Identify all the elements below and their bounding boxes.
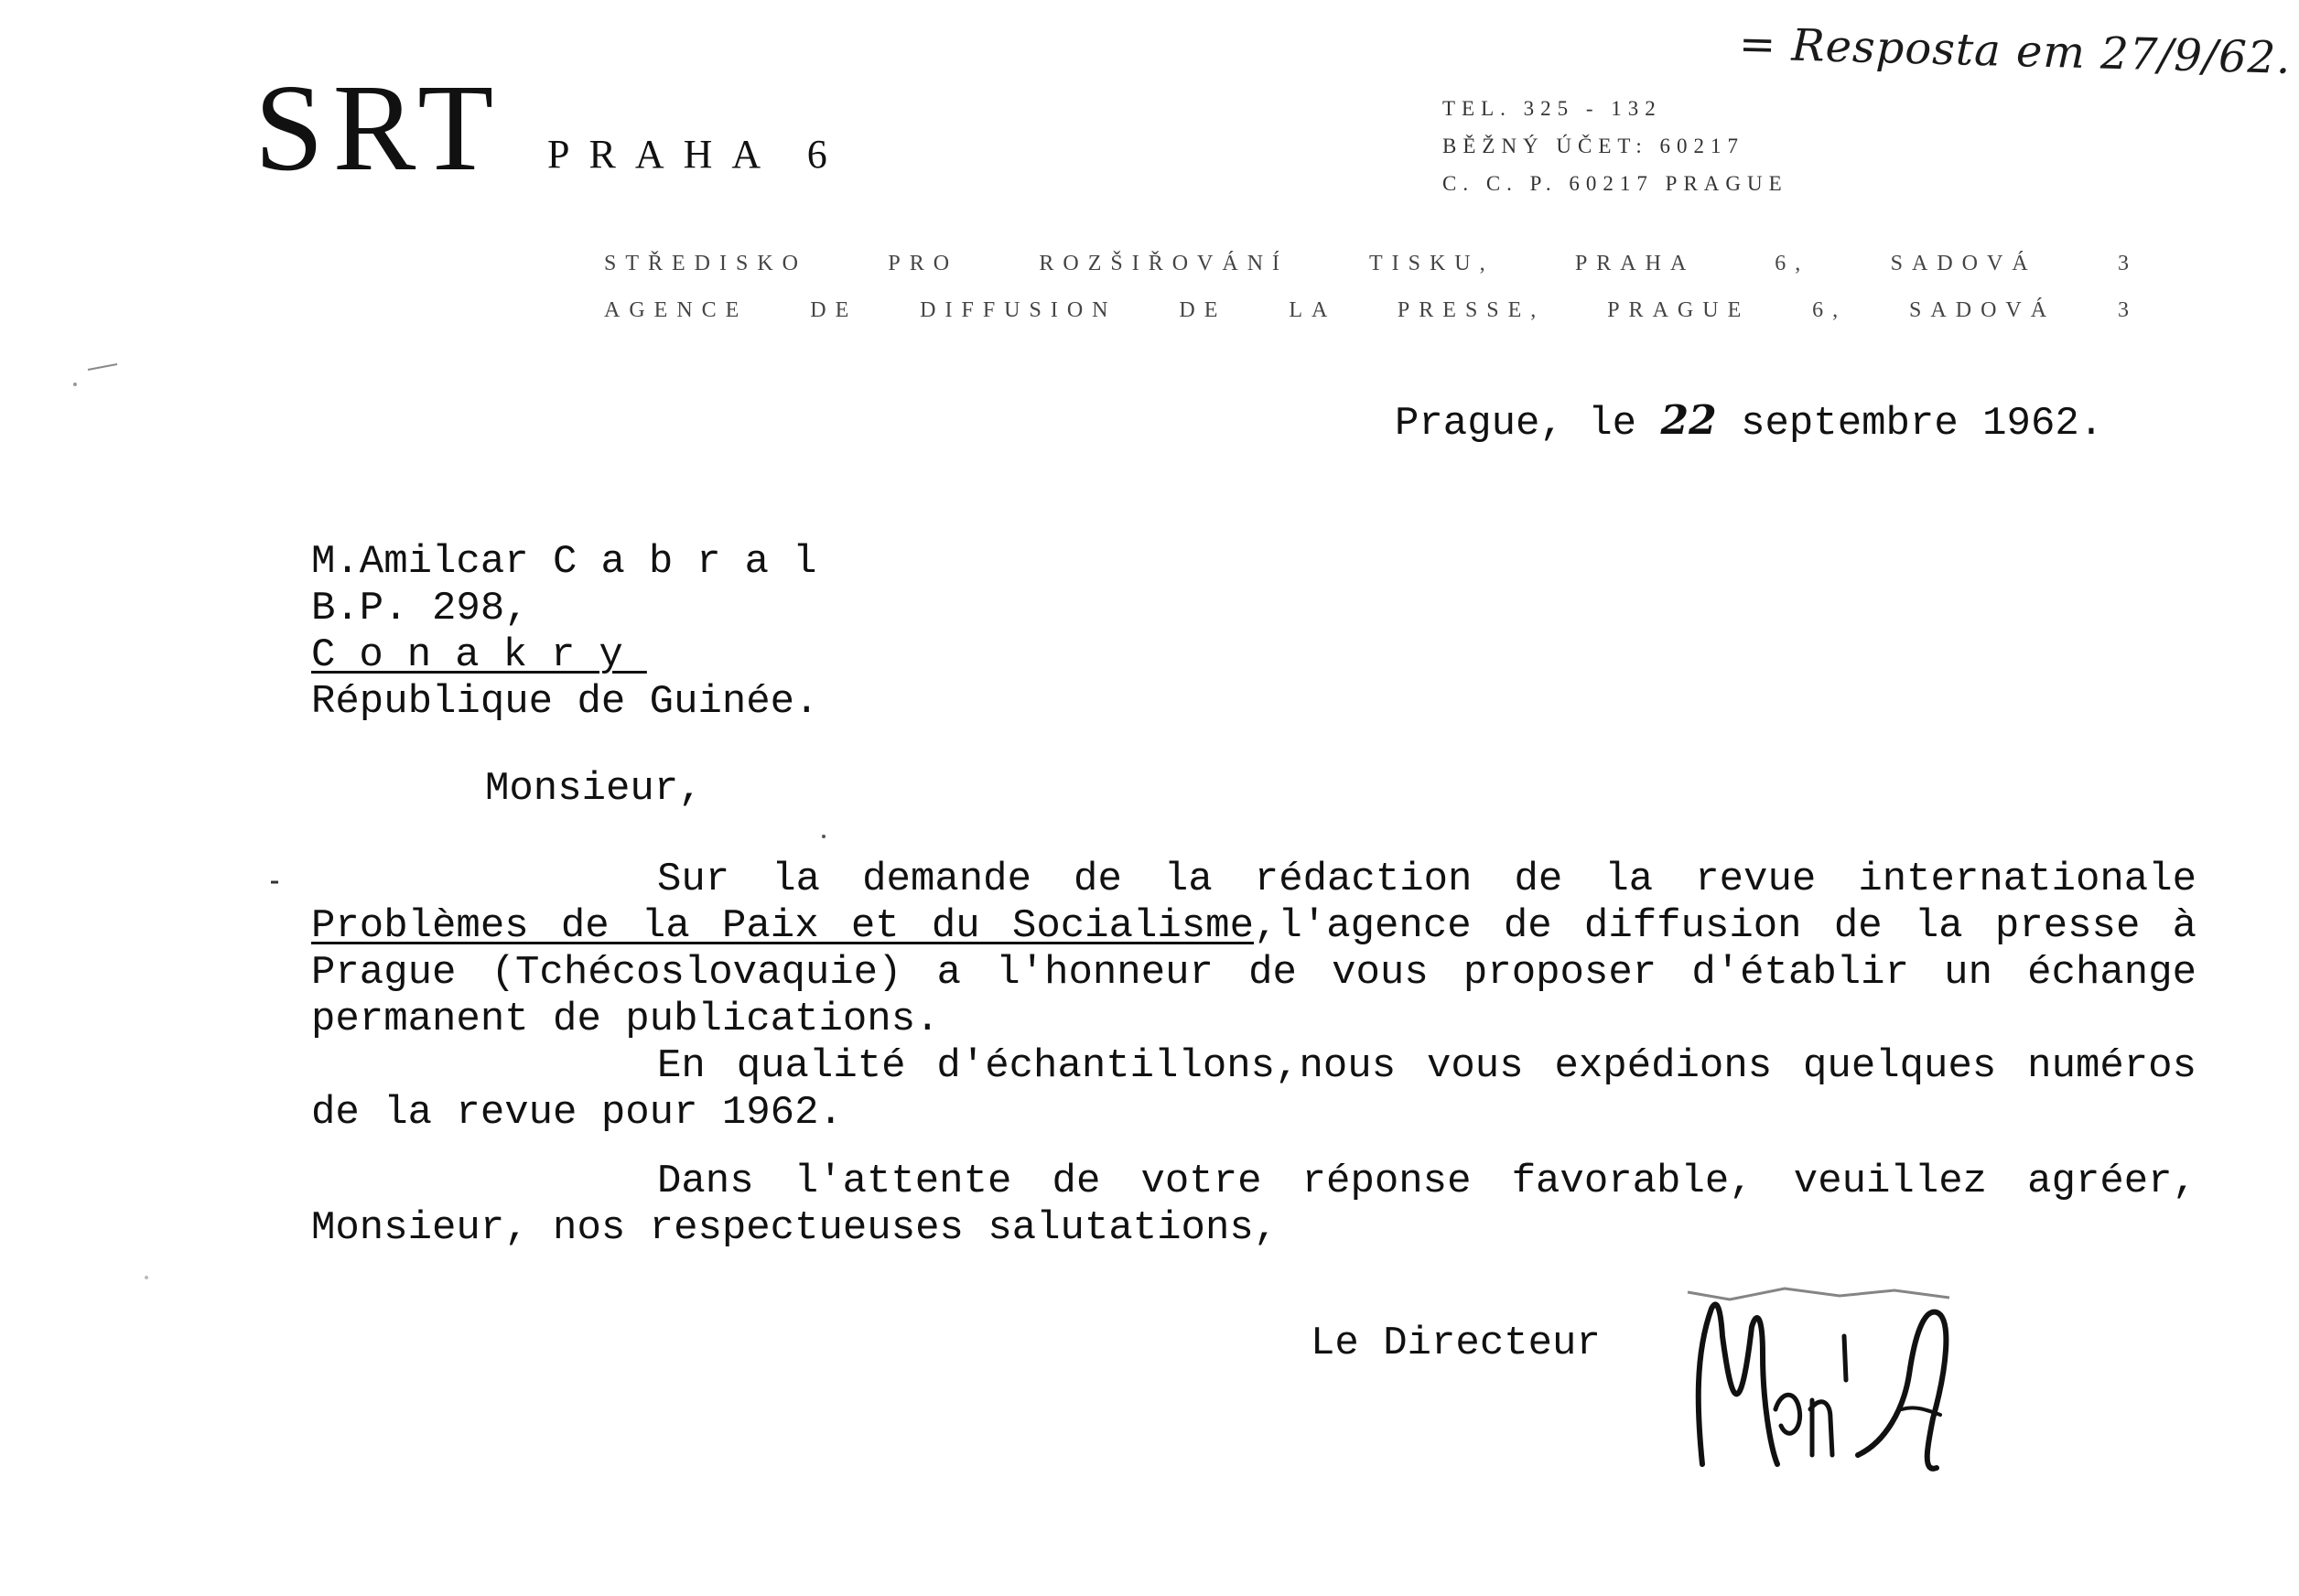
recipient-city: [311, 631, 840, 678]
body-paragraph-1: [311, 857, 2196, 1043]
handwritten-reply-note: = Resposta em 27/9/62.: [1738, 18, 2293, 84]
contact-phone: TEL. 325 - 132: [1442, 97, 1662, 120]
letterhead-organization: [604, 241, 2138, 334]
recipient-address: [311, 538, 840, 725]
journal-title: Problèmes de la Paix et du Socialisme: [311, 903, 1254, 949]
org-line-czech: STŘEDISKO PRO ROZŠIŘOVÁNÍ TISKU, PRAHA 6, SADOVÁ 3: [604, 252, 2138, 275]
body-paragraph-2: En qualité d'échantillons,nous vous expédions quelques numéros de la revue pour 1962.: [311, 1043, 2196, 1136]
recipient-country: République de Guinée.: [311, 679, 819, 725]
contact-postal-account: C. C. P. 60217 PRAGUE: [1442, 172, 1788, 195]
recipient-po-box: B.P. 298,: [311, 586, 529, 631]
letterhead-city: PRAHA 6: [547, 132, 847, 177]
body-paragraph-3: Dans l'attente de votre réponse favorable, veuillez agréer, Monsieur, nos respectueuses salutations,: [311, 1159, 2196, 1251]
salutation: Monsieur,: [485, 766, 703, 812]
date-day: 22: [1660, 397, 1717, 444]
org-line-french: AGENCE DE DIFFUSION DE LA PRESSE, PRAGUE 6, SADOVÁ 3: [604, 298, 2138, 322]
handwritten-signature: [1675, 1272, 1968, 1492]
recipient-city-text: Conakry: [311, 632, 647, 678]
recipient-name: [311, 538, 840, 585]
body-p1-before: Sur la demande de la rédaction de la revue internationale: [657, 857, 2196, 902]
letterhead-logo: SRT: [254, 59, 503, 197]
recipient-surname: Cabral: [553, 539, 841, 585]
signature-text: Novák: [1675, 1272, 1678, 1273]
letter-body: [311, 857, 2196, 1252]
body-p1-after: ,l'agence de diffusion de la presse à Prague (Tchécoslovaquie) a l'honneur de vous proposer d'établir un échange permanent de publications.: [311, 903, 2196, 1042]
letterhead-contact: [1442, 90, 1788, 202]
date-suffix: septembre 1962.: [1716, 401, 2104, 447]
contact-account: BĚŽNÝ ÚČET: 60217: [1442, 135, 1744, 157]
letter-date: [1395, 397, 2103, 448]
recipient-name-prefix: M.Amilcar: [311, 539, 554, 585]
date-prefix: Prague, le: [1395, 401, 1661, 447]
closing-title: Le Directeur: [1311, 1321, 1601, 1366]
